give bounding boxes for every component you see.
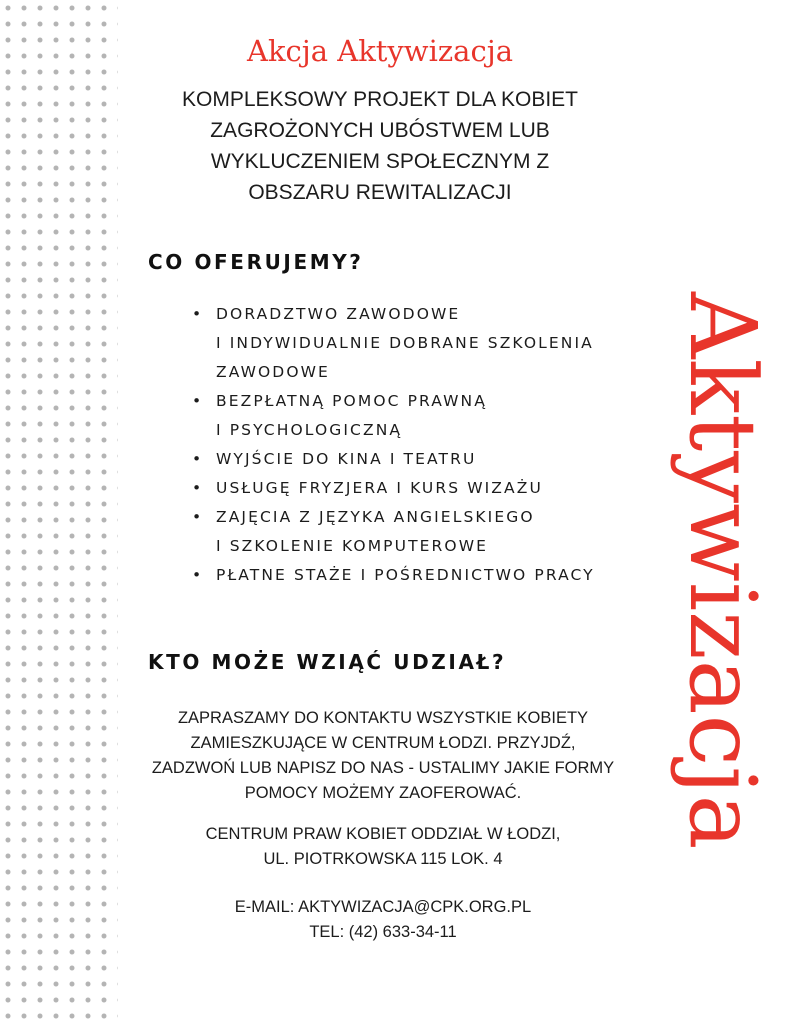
bullet-icon: •	[192, 392, 204, 410]
invitation-line: ZADZWOŃ LUB NAPISZ DO NAS - USTALIMY JAKIE FORMY	[151, 759, 615, 777]
list-item-line: I SZKOLENIE KOMPUTEROWE	[216, 537, 489, 555]
list-item-line: WYJŚCIE DO KINA I TEATRU	[216, 450, 477, 468]
participation-heading: KTO MOŻE WZIĄĆ UDZIAŁ?	[148, 650, 507, 674]
bullet-icon: •	[192, 508, 204, 526]
list-item	[190, 561, 595, 590]
bullet-icon: •	[192, 305, 204, 323]
bullet-icon: •	[192, 566, 204, 584]
list-item-line: USŁUGĘ FRYZJERA I KURS WIZAŻU	[216, 479, 543, 497]
bullet-icon: •	[192, 479, 204, 497]
invitation-text	[140, 706, 626, 806]
address-line: UL. PIOTRKOWSKA 115 LOK. 4	[263, 850, 503, 868]
project-subtitle	[140, 84, 620, 208]
page-title: Akcja Aktywizacja	[247, 34, 513, 68]
bullet-icon: •	[192, 450, 204, 468]
vertical-brand-word: Aktywizacja	[669, 292, 776, 850]
invitation-line: ZAPRASZAMY DO KONTAKTU WSZYSTKIE KOBIETY	[177, 709, 589, 727]
dotted-pattern-decoration	[0, 0, 118, 1029]
contact-text	[140, 895, 626, 945]
list-item-line: ZAJĘCIA Z JĘZYKA ANGIELSKIEGO	[216, 508, 535, 526]
list-item	[190, 474, 595, 503]
list-item-line: I PSYCHOLOGICZNĄ	[216, 421, 403, 439]
subtitle-line: KOMPLEKSOWY PROJEKT DLA KOBIET	[181, 88, 578, 111]
list-item-line: ZAWODOWE	[216, 363, 330, 381]
phone-line: TEL: (42) 633-34-11	[309, 923, 457, 941]
subtitle-line: ZAGROŻONYCH UBÓSTWEM LUB	[210, 119, 550, 142]
address-text	[140, 822, 626, 872]
offer-heading: CO OFERUJEMY?	[148, 250, 364, 274]
address-line: CENTRUM PRAW KOBIET ODDZIAŁ W ŁODZI,	[205, 825, 561, 843]
list-item-line: PŁATNE STAŻE I POŚREDNICTWO PRACY	[216, 566, 595, 584]
invitation-line: POMOCY MOŻEMY ZAOFEROWAĆ.	[244, 784, 522, 802]
email-line: E-MAIL: AKTYWIZACJA@CPK.ORG.PL	[234, 898, 532, 916]
list-item	[190, 445, 595, 474]
list-item-line: DORADZTWO ZAWODOWE	[216, 305, 461, 323]
list-item-line: I INDYWIDUALNIE DOBRANE SZKOLENIA	[216, 334, 594, 352]
subtitle-line: WYKLUCZENIEM SPOŁECZNYM Z	[210, 150, 550, 173]
list-item-line: BEZPŁATNĄ POMOC PRAWNĄ	[216, 392, 487, 410]
list-item	[190, 503, 595, 561]
list-item	[190, 300, 595, 387]
subtitle-line: OBSZARU REWITALIZACJI	[248, 181, 512, 204]
offer-list	[190, 300, 595, 590]
list-item	[190, 387, 595, 445]
invitation-line: ZAMIESZKUJĄCE W CENTRUM ŁODZI. PRZYJDŹ,	[190, 734, 576, 752]
